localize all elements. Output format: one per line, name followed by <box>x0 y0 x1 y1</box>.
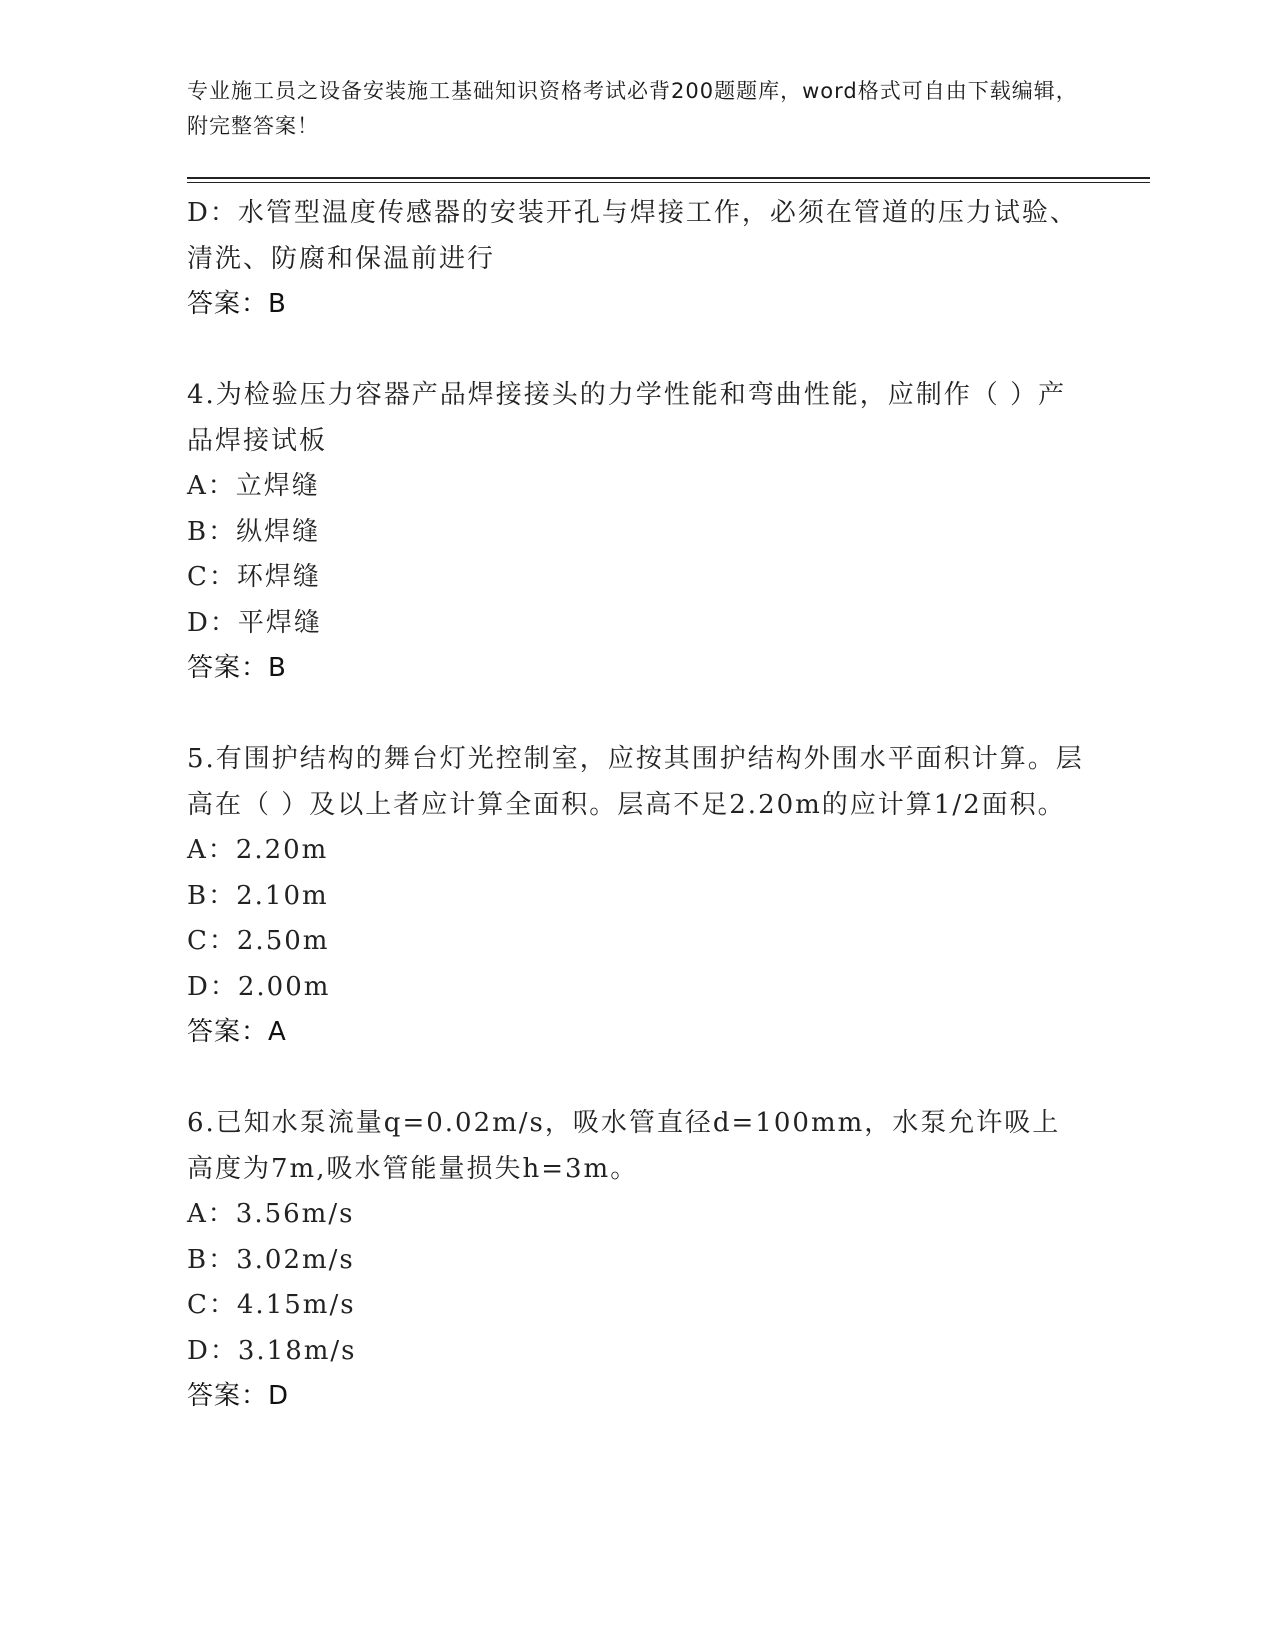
option-d: D：水管型温度传感器的安装开孔与焊接工作，必须在管道的压力试验、清洗、防腐和保温前进行 <box>187 198 1078 274</box>
option-c: C：2.50m <box>187 926 330 956</box>
answer-line: 答案：B <box>187 653 287 683</box>
question-stem: 5.有围护结构的舞台灯光控制室，应按其围护结构外围水平面积计算。层高在（ ）及以上者应计算全面积。层高不足2.20m的应计算1/2面积。 <box>187 744 1084 820</box>
question-5 <box>187 737 1087 1056</box>
answer-line: 答案：A <box>187 1017 287 1047</box>
question-3-continuation <box>187 191 1087 328</box>
option-d: D：平焊缝 <box>187 607 322 638</box>
answer-line: 答案：D <box>187 1381 290 1411</box>
document-header: 专业施工员之设备安装施工基础知识资格考试必背200题题库，word格式可自由下载编辑，附完整答案！ <box>187 79 1078 138</box>
option-a: A：3.56m/s <box>187 1199 355 1229</box>
question-6 <box>187 1101 1087 1420</box>
question-4 <box>187 373 1087 692</box>
header-divider-thick <box>187 177 1150 179</box>
question-stem: 6.已知水泵流量q=0.02m/s，吸水管直径d=100mm，水泵允许吸上高度为7m,吸水管能量损失h=3m。 <box>187 1108 1061 1184</box>
answer-line: 答案：B <box>187 289 287 319</box>
header-divider-thin <box>187 182 1150 183</box>
option-d: D：2.00m <box>187 971 331 1002</box>
option-a: A：2.20m <box>187 835 329 865</box>
question-stem: 4.为检验压力容器产品焊接接头的力学性能和弯曲性能，应制作（ ）产品焊接试板 <box>187 380 1067 456</box>
option-c: C：4.15m/s <box>187 1290 356 1320</box>
option-b: B：2.10m <box>187 880 329 911</box>
option-a: A：立焊缝 <box>187 471 320 501</box>
option-b: B：3.02m/s <box>187 1244 355 1275</box>
option-d: D：3.18m/s <box>187 1335 357 1366</box>
document-body <box>187 191 1087 1420</box>
option-c: C：环焊缝 <box>187 562 321 592</box>
option-b: B：纵焊缝 <box>187 516 321 547</box>
